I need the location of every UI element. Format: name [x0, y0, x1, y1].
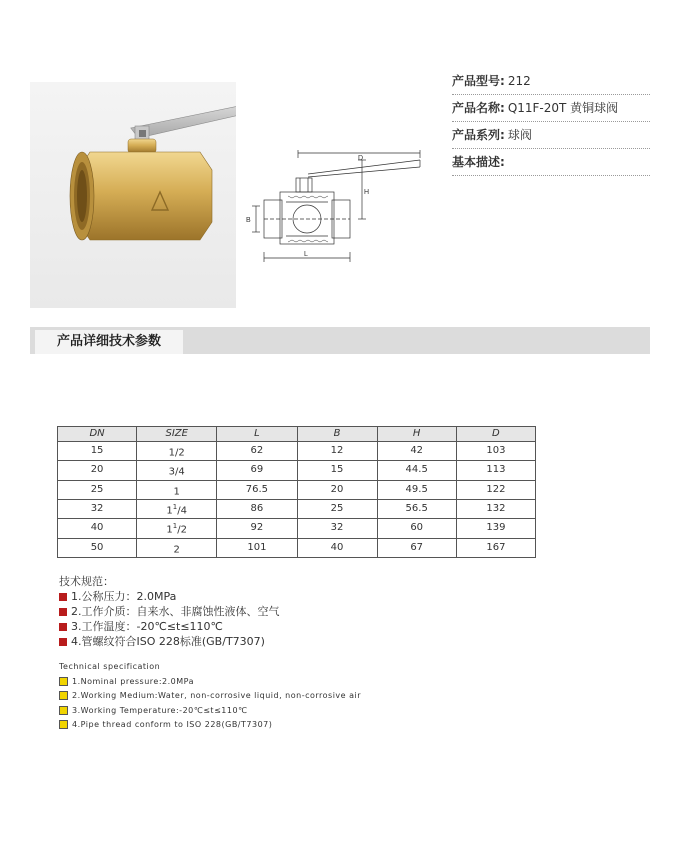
- table-row: [58, 461, 536, 480]
- cell-h: 49.5: [377, 480, 456, 499]
- cell-b: 20: [297, 480, 377, 499]
- cell-b: 15: [297, 461, 377, 480]
- yellow-square-icon: [59, 691, 68, 700]
- table-header-row: [58, 427, 536, 442]
- col-b-header: B: [297, 427, 377, 442]
- col-d-header: D: [456, 427, 535, 442]
- cell-h: 56.5: [377, 499, 456, 518]
- table-row: [58, 538, 536, 557]
- technical-drawing: [244, 150, 434, 268]
- cell-size: $1^1/4$: [137, 499, 217, 518]
- cell-b: 32: [297, 519, 377, 538]
- cell-d: 167: [456, 538, 535, 557]
- product-model-value: 212: [507, 74, 531, 88]
- cell-b: 25: [297, 499, 377, 518]
- cell-dn: 50: [58, 538, 137, 557]
- table-row: [58, 519, 536, 538]
- cell-dn: 40: [58, 519, 137, 538]
- red-square-icon: [59, 623, 67, 631]
- col-h-header: H: [377, 427, 456, 442]
- product-model-label: 产品型号:: [452, 74, 505, 88]
- cell-h: 60: [377, 519, 456, 538]
- spec-en-title: Technical specification: [59, 662, 161, 671]
- cell-d: 113: [456, 461, 535, 480]
- ball-valve-photo-icon: [30, 82, 236, 308]
- cell-size: $1^1/2$: [137, 519, 217, 538]
- list-item: 4.Pipe thread conform to ISO 228(GB/T7307): [59, 718, 361, 733]
- cell-size: 1/2: [137, 442, 217, 461]
- product-series-label: 产品系列:: [452, 128, 505, 142]
- cell-l: 62: [217, 442, 297, 461]
- product-info: [452, 68, 650, 176]
- cell-d: 132: [456, 499, 535, 518]
- cell-size: 2: [137, 538, 217, 557]
- product-name-label: 产品名称:: [452, 101, 505, 115]
- cell-d: 139: [456, 519, 535, 538]
- cell-l: 69: [217, 461, 297, 480]
- cell-size: 1: [137, 480, 217, 499]
- col-l-header: L: [217, 427, 297, 442]
- table-row: [58, 442, 536, 461]
- cell-h: 42: [377, 442, 456, 461]
- red-square-icon: [59, 593, 67, 601]
- dimension-table: [57, 426, 536, 558]
- list-item: 4.管螺纹符合ISO 228标准(GB/T7307): [59, 634, 280, 649]
- cell-b: 12: [297, 442, 377, 461]
- spec-cn-title: 技术规范：: [59, 575, 114, 588]
- list-item: 3.工作温度：-20℃≤t≤110℃: [59, 619, 280, 634]
- product-name-value: Q11F-20T 黄铜球阀: [507, 101, 619, 115]
- product-description-row: [452, 149, 650, 176]
- yellow-square-icon: [59, 677, 68, 686]
- cell-l: 86: [217, 499, 297, 518]
- col-size-header: SIZE: [137, 427, 217, 442]
- dim-l-label: L: [304, 251, 308, 258]
- red-square-icon: [59, 608, 67, 616]
- product-description-label: 基本描述:: [452, 155, 505, 169]
- product-name-row: [452, 95, 650, 122]
- list-item: 2.Working Medium:Water, non-corrosive liquid, non-corrosive air: [59, 689, 361, 704]
- list-item: 3.Working Temperature:-20℃≤t≤110℃: [59, 704, 361, 719]
- product-model-row: [452, 68, 650, 95]
- dim-d-label: D: [358, 155, 364, 162]
- section-header-bar: [30, 327, 650, 354]
- list-item: 1.Nominal pressure:2.0MPa: [59, 675, 361, 690]
- yellow-square-icon: [59, 706, 68, 715]
- cell-b: 40: [297, 538, 377, 557]
- cell-d: 103: [456, 442, 535, 461]
- cell-l: 101: [217, 538, 297, 557]
- cell-dn: 20: [58, 461, 137, 480]
- cell-dn: 32: [58, 499, 137, 518]
- valve-drawing-icon: [244, 150, 434, 268]
- col-dn-header: DN: [58, 427, 137, 442]
- cell-size: 3/4: [137, 461, 217, 480]
- cell-dn: 25: [58, 480, 137, 499]
- cell-l: 76.5: [217, 480, 297, 499]
- section-title: 产品详细技术参数: [35, 330, 183, 354]
- list-item: 1.公称压力：2.0MPa: [59, 589, 280, 604]
- table-row: [58, 480, 536, 499]
- product-photo: [30, 82, 236, 308]
- spec-en: [59, 660, 361, 733]
- yellow-square-icon: [59, 720, 68, 729]
- list-item: 2.工作介质：自来水、非腐蚀性液体、空气: [59, 604, 280, 619]
- cell-l: 92: [217, 519, 297, 538]
- spec-cn: [59, 574, 280, 649]
- dim-h-label: H: [364, 189, 370, 196]
- cell-d: 122: [456, 480, 535, 499]
- cell-h: 44.5: [377, 461, 456, 480]
- table-row: [58, 499, 536, 518]
- cell-dn: 15: [58, 442, 137, 461]
- product-series-row: [452, 122, 650, 149]
- cell-h: 67: [377, 538, 456, 557]
- dim-b-label: B: [246, 217, 251, 224]
- product-series-value: 球阀: [507, 128, 532, 142]
- red-square-icon: [59, 638, 67, 646]
